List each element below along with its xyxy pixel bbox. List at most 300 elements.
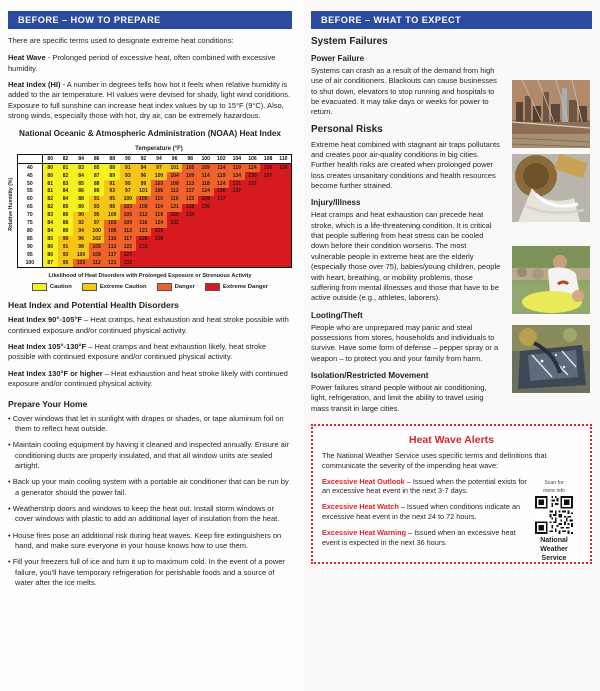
disorders-heading: Heat Index and Potential Health Disorders [8, 300, 179, 311]
heat-index-cell: 106 [151, 188, 167, 196]
heat-index-cell: 105 [182, 163, 198, 171]
heat-index-cell [214, 243, 230, 251]
heat-index-cell [245, 220, 261, 228]
legend-item [205, 283, 268, 291]
heat-index-cell: 103 [73, 259, 89, 267]
heat-index-cell: 93 [89, 204, 105, 212]
humidity-row-header: 45 [18, 172, 43, 180]
heat-index-cell: 130 [214, 188, 230, 196]
nws-line3: Service [541, 554, 567, 562]
heat-index-cell: 88 [104, 163, 120, 171]
heat-index-cell: 81 [42, 180, 58, 188]
heat-index-cell: 91 [58, 243, 74, 251]
man-helping-child-photo [512, 246, 590, 314]
heat-index-cell [229, 196, 245, 204]
heat-index-cell: 134 [182, 212, 198, 220]
heat-index-cell [214, 251, 230, 259]
disorder-label: Heat Index 130°F or higher [8, 368, 103, 378]
noaa-heat-index-chart [8, 129, 292, 291]
temperature-header-cell: 88 [104, 154, 120, 163]
temperature-header-cell: 106 [245, 154, 261, 163]
heat-index-cell: 108 [136, 204, 152, 212]
heat-index-cell: 80 [42, 172, 58, 180]
table-row [18, 212, 292, 220]
heat-index-cell: 119 [214, 172, 230, 180]
heat-index-cell: 81 [58, 163, 74, 171]
heat-index-cell: 108 [167, 180, 183, 188]
heat-index-cell [260, 251, 276, 259]
temperature-header-cell: 98 [182, 154, 198, 163]
alert-item [322, 477, 527, 497]
heat-index-cell: 89 [73, 204, 89, 212]
heat-index-cell: 98 [73, 243, 89, 251]
table-row [18, 180, 292, 188]
power-failure-body: Systems can crash as a result of the demand from high use of air conditioners. Blackouts can cause businesses to shut down, elevators to stop running and hospitals to be evacuated. It may take days or weeks for power to return. [311, 66, 497, 117]
heat-index-cell: 86 [42, 251, 58, 259]
heat-index-cell [198, 220, 214, 228]
alert-item [322, 502, 527, 522]
alert-term: Excessive Heat Outlook [322, 476, 405, 486]
heat-index-cell: 124 [151, 220, 167, 228]
term-text: - Prolonged period of excessive heat, often combined with excessive humidity. [8, 53, 276, 73]
heat-index-cell: 97 [120, 188, 136, 196]
heat-index-cell [151, 259, 167, 267]
heat-index-cell: 93 [58, 251, 74, 259]
heat-index-cell: 123 [182, 196, 198, 204]
heat-index-cell: 101 [167, 163, 183, 171]
heat-index-cell: 112 [136, 212, 152, 220]
heat-index-cell: 103 [104, 220, 120, 228]
heat-index-cell: 108 [89, 251, 105, 259]
heat-index-cell [182, 251, 198, 259]
heat-index-cell [276, 204, 292, 212]
table-row [18, 163, 292, 171]
heat-index-cell [245, 204, 261, 212]
heat-index-cell [260, 188, 276, 196]
heat-index-cell: 100 [120, 196, 136, 204]
heat-index-cell: 97 [151, 163, 167, 171]
heat-index-cell [167, 251, 183, 259]
heat-index-cell: 84 [73, 172, 89, 180]
heat-index-cell: 86 [42, 243, 58, 251]
heat-index-cell: 85 [73, 180, 89, 188]
humidity-row-header: 40 [18, 163, 43, 171]
temperature-header-cell: 108 [260, 154, 276, 163]
heat-index-cell: 135 [151, 236, 167, 244]
heat-index-cell: 100 [89, 228, 105, 236]
heat-index-cell: 100 [151, 172, 167, 180]
heat-index-cell [229, 220, 245, 228]
heat-index-cell: 113 [182, 180, 198, 188]
heat-index-cell [276, 196, 292, 204]
chart-legend-caption: Likelihood of Heat Disorders with Prolonged Exposure or Strenuous Activity [48, 273, 252, 280]
disorder-item [8, 342, 292, 363]
heat-index-cell: 90 [58, 236, 74, 244]
heat-index-cell: 87 [89, 172, 105, 180]
heat-index-cell [260, 196, 276, 204]
heat-index-cell: 101 [136, 188, 152, 196]
qr-block [526, 480, 582, 564]
heat-index-cell [167, 236, 183, 244]
heat-index-cell: 131 [229, 180, 245, 188]
heat-index-cell: 126 [136, 236, 152, 244]
heat-index-cell: 97 [89, 220, 105, 228]
heat-index-cell: 119 [229, 163, 245, 171]
heat-index-cell: 88 [89, 180, 105, 188]
heat-index-cell [276, 259, 292, 267]
heat-index-cell [198, 259, 214, 267]
heat-index-cell: 117 [120, 236, 136, 244]
heat-index-cell: 86 [73, 188, 89, 196]
heat-index-cell [214, 259, 230, 267]
left-section-header: BEFORE – HOW TO PREPARE [8, 11, 292, 29]
heat-index-cell [198, 212, 214, 220]
heat-index-cell: 103 [151, 180, 167, 188]
section-isolation [311, 371, 592, 414]
temperature-header-cell: 82 [58, 154, 74, 163]
heat-index-cell: 100 [73, 251, 89, 259]
chart-legend [8, 283, 292, 291]
heat-index-cell: 129 [151, 228, 167, 236]
heat-index-cell: 116 [136, 220, 152, 228]
isolation-body: Power failures strand people without air conditioning, light, refrigeration, and limit the ability to travel using mass transit in large cities. [311, 382, 487, 413]
heat-index-cell: 102 [89, 236, 105, 244]
heat-index-cell: 110 [104, 236, 120, 244]
heat-index-cell [260, 204, 276, 212]
alerts-intro: The National Weather Service uses specific terms and definitions that communicate the severity of the impending heat wave: [322, 450, 547, 470]
heat-index-cell: 91 [104, 180, 120, 188]
heat-index-cell: 89 [58, 228, 74, 236]
alert-term: Excessive Heat Warning [322, 528, 407, 537]
heat-index-cell [245, 251, 261, 259]
nws-line2: Weather [540, 546, 568, 554]
heat-index-cell [151, 243, 167, 251]
heat-index-cell: 84 [42, 228, 58, 236]
disorder-label: Heat Index 105°-130°F [8, 342, 87, 352]
heat-index-cell: 82 [58, 172, 74, 180]
humidity-row-header: 65 [18, 204, 43, 212]
disorder-text: – Heat exhaustion and heat stroke likely with continued exposure and/or continued physical activity. [8, 368, 288, 389]
heat-index-cell [214, 228, 230, 236]
heat-index-cell: 132 [120, 259, 136, 267]
temperature-header-cell: 96 [167, 154, 183, 163]
table-row [18, 204, 292, 212]
alert-text: – Issued when an excessive heat event is expected in the next 36 hours. [322, 528, 516, 547]
heat-index-cell: 93 [104, 188, 120, 196]
temperature-header-cell: 80 [42, 154, 58, 163]
heat-index-cell: 118 [198, 180, 214, 188]
heat-index-cell: 124 [229, 172, 245, 180]
temperature-header-cell: 110 [276, 154, 292, 163]
heat-index-cell: 117 [182, 188, 198, 196]
heat-index-cell [260, 243, 276, 251]
heat-index-cell [260, 220, 276, 228]
section-injury-illness [311, 198, 592, 303]
heat-index-cell: 93 [120, 172, 136, 180]
heat-index-table [17, 154, 292, 269]
heat-index-cell [260, 228, 276, 236]
heat-index-cell: 136 [276, 163, 292, 171]
heat-index-cell: 95 [58, 259, 74, 267]
table-corner-cell [18, 154, 43, 163]
nws-line1: National [540, 537, 568, 545]
heat-index-cell: 88 [73, 196, 89, 204]
temperature-header-cell: 92 [136, 154, 152, 163]
heat-index-cell: 121 [167, 204, 183, 212]
table-row [18, 251, 292, 259]
right-column [303, 0, 600, 691]
heat-index-cell [245, 188, 261, 196]
heat-index-cell: 83 [58, 180, 74, 188]
heat-index-cell: 117 [104, 251, 120, 259]
prepare-bullet: • Back up your main cooling system with a portable air conditioner that can be run by a generator should the power fail. [8, 477, 289, 497]
chart-x-axis-label: Temperature (°F) [135, 145, 183, 152]
heat-index-cell [245, 236, 261, 244]
heat-index-cell: 106 [104, 228, 120, 236]
heat-index-cell [214, 212, 230, 220]
heat-index-cell: 112 [89, 259, 105, 267]
heat-index-cell: 122 [120, 243, 136, 251]
heat-index-cell: 114 [198, 172, 214, 180]
right-section-header: BEFORE – WHAT TO EXPECT [311, 11, 592, 29]
term-text: - A number in degrees tells how hot it feels when relative humidity is added to the air temperature. HI values were devised for shady, light wind conditions. Exposure to full sunshine can increase heat index values by up to 15°F (9°C). Also, strong winds, especially those with hot, dry air, can be extremely hazardous. [8, 80, 291, 121]
heat-index-cell: 113 [120, 228, 136, 236]
alerts-title: Heat Wave Alerts [408, 433, 494, 446]
term-item [8, 80, 292, 121]
heat-index-cell [198, 228, 214, 236]
heat-index-cell: 119 [151, 212, 167, 220]
disorder-item [8, 315, 292, 336]
heat-index-cell: 87 [42, 259, 58, 267]
heat-index-cell [214, 220, 230, 228]
heat-index-cell: 85 [89, 163, 105, 171]
heat-index-cell: 126 [167, 212, 183, 220]
heat-index-cell: 83 [42, 212, 58, 220]
heat-index-cell: 85 [58, 204, 74, 212]
table-header-row [18, 154, 292, 163]
heat-index-cell: 95 [89, 212, 105, 220]
disorder-label: Heat Index 90°-105°F [8, 315, 82, 325]
heat-index-cell [276, 251, 292, 259]
section-system-failures [311, 36, 592, 118]
prepare-bullet: • Weatherstrip doors and windows to keep the heat out. Install storm windows or cover windows with plastic to add an additional layer of insulation from the heat. [8, 503, 280, 524]
heat-index-cell: 95 [104, 196, 120, 204]
looting-theft-body: People who are unprepared may panic and steal possessions from stores, households and individuals to survive. Have some form of defense – pepper spray or a weapon – to protect you and your family from harm. [311, 322, 499, 363]
heat-index-cell: 137 [214, 196, 230, 204]
heat-index-cell: 95 [120, 180, 136, 188]
heat-index-cell: 114 [214, 163, 230, 171]
humidity-row-header: 85 [18, 236, 43, 244]
alert-term: Excessive Heat Watch [322, 502, 399, 512]
heat-index-cell [276, 236, 292, 244]
heat-index-cell [229, 251, 245, 259]
alert-text: – Issued when conditions indicate an excessive heat event in the next 24 to 72 hours. [322, 502, 521, 522]
heat-index-cell: 98 [104, 204, 120, 212]
legend-item [32, 283, 72, 291]
heat-index-cell: 121 [136, 228, 152, 236]
humidity-row-header: 70 [18, 212, 43, 220]
power-failure-heading: Power Failure [311, 54, 365, 63]
heat-index-cell: 121 [104, 259, 120, 267]
heat-index-cell [214, 204, 230, 212]
humidity-row-header: 75 [18, 220, 43, 228]
temperature-header-cell: 90 [120, 154, 136, 163]
looting-theft-heading: Looting/Theft [311, 310, 363, 320]
temperature-header-cell: 86 [89, 154, 105, 163]
injury-illness-heading: Injury/Illness [311, 198, 361, 208]
legend-label: Danger [174, 284, 195, 291]
heat-index-cell: 96 [136, 172, 152, 180]
legend-swatch [32, 283, 47, 291]
heat-index-cell [276, 243, 292, 251]
heat-index-cell: 91 [89, 196, 105, 204]
humidity-row-header: 55 [18, 188, 43, 196]
heat-index-cell: 83 [73, 163, 89, 171]
prepare-bullet: • Cover windows that let in sunlight with drapes or shades, or tape aluminum foil on them to reflect heat outside. [8, 413, 284, 433]
heat-index-cell: 137 [260, 172, 276, 180]
heat-index-cell [245, 196, 261, 204]
temperature-header-cell: 84 [73, 154, 89, 163]
heat-index-cell: 80 [42, 163, 58, 171]
heat-index-cell: 82 [42, 204, 58, 212]
prepare-bullet: • Fill your freezers full of ice and turn it up to maximum cold. In the event of a power failure, you'll have temporary refrigeration for perishable foods and a source of water after the ice melts. [8, 557, 285, 587]
isolation-heading: Isolation/Restricted Movement [311, 370, 429, 380]
heat-index-cell [260, 180, 276, 188]
humidity-row-header: 60 [18, 196, 43, 204]
heat-index-cell: 132 [167, 220, 183, 228]
heat-index-cell: 137 [229, 188, 245, 196]
heat-index-cell: 104 [167, 172, 183, 180]
heat-index-cell [245, 243, 261, 251]
heat-index-cell [260, 212, 276, 220]
heat-index-cell [276, 188, 292, 196]
humidity-row-header: 90 [18, 243, 43, 251]
heat-index-cell: 127 [120, 251, 136, 259]
heat-index-cell [198, 251, 214, 259]
heat-index-cell: 81 [42, 188, 58, 196]
heat-index-cell [229, 228, 245, 236]
heat-index-cell: 137 [245, 180, 261, 188]
heat-index-cell [276, 228, 292, 236]
heat-index-cell [167, 243, 183, 251]
legend-item [157, 283, 195, 291]
heat-index-cell [182, 236, 198, 244]
section-personal-risks [311, 124, 592, 192]
term-label: Heat Wave [8, 53, 46, 63]
heat-index-cell: 100 [104, 212, 120, 220]
heat-index-cell: 128 [182, 204, 198, 212]
legend-swatch [82, 283, 97, 291]
heat-index-cell [136, 251, 152, 259]
heat-index-cell [276, 212, 292, 220]
table-row [18, 243, 292, 251]
heat-index-cell: 88 [58, 220, 74, 228]
heat-index-cell [198, 243, 214, 251]
legend-item [82, 283, 147, 291]
term-label: Heat Index (HI) [8, 80, 61, 90]
heat-index-cell [245, 212, 261, 220]
heat-index-cell: 89 [104, 172, 120, 180]
heat-index-cell: 84 [58, 196, 74, 204]
alert-text: – Issued when the potential exists for an excessive heat event in the next 3-7 days. [322, 476, 527, 496]
heat-wave-alerts-box [311, 424, 592, 564]
qr-caption-line2: more info [543, 488, 565, 495]
heat-index-cell: 86 [58, 212, 74, 220]
humidity-row-header: 100 [18, 259, 43, 267]
humidity-row-header: 50 [18, 180, 43, 188]
heat-index-cell [167, 259, 183, 267]
heat-index-cell [214, 236, 230, 244]
disorder-item [8, 369, 292, 390]
heat-index-cell: 94 [136, 163, 152, 171]
chart-title: National Oceanic & Atmospheric Administration (NOAA) Heat Index [19, 129, 281, 139]
prepare-bullet: • House fires pose an additional risk during heat waves. Keep fire extinguishers on hand, and make sure everyone in your house knows how to use them. [8, 530, 282, 550]
heat-index-cell: 124 [245, 163, 261, 171]
heat-index-cell: 105 [120, 212, 136, 220]
heat-index-cell: 124 [198, 188, 214, 196]
temperature-header-cell: 100 [198, 154, 214, 163]
heat-index-cell: 124 [214, 180, 230, 188]
heat-index-cell: 109 [120, 220, 136, 228]
personal-risks-heading: Personal Risks [311, 123, 383, 135]
heat-index-cell [276, 220, 292, 228]
prepare-home-heading: Prepare Your Home [8, 398, 88, 409]
heat-index-cell [182, 220, 198, 228]
qr-code-icon[interactable] [535, 496, 573, 534]
heat-index-cell [151, 251, 167, 259]
disorder-text: – Heat cramps, heat exhaustion and heat stroke possible with continued exposure and/or continued physical activity. [8, 315, 289, 335]
left-intro-text: There are specific terms used to designate extreme heat conditions: [8, 36, 234, 45]
heat-index-cell: 91 [120, 163, 136, 171]
heat-index-cell: 96 [73, 236, 89, 244]
table-row [18, 172, 292, 180]
table-row [18, 196, 292, 204]
legend-swatch [205, 283, 220, 291]
legend-swatch [157, 283, 172, 291]
humidity-row-header: 95 [18, 251, 43, 259]
heat-index-cell: 129 [198, 196, 214, 204]
heat-index-cell: 94 [73, 228, 89, 236]
heat-index-cell [229, 212, 245, 220]
legend-label: Extreme Caution [99, 284, 147, 291]
injury-illness-body: Heat cramps and heat exhaustion can precede heat stroke, which is a life-threatening condition. It is critical that people suffering from heat stress can be cooled down before their condition worsens. The most vulnerable people in extreme heat are the elderly (especially those over 75), babies/young children, people with heart, breathing, or mobility problems, those suffering from mental illnesses and those that have to be active outside (e.g., athletes, laborers). [311, 210, 501, 303]
prepare-bullet: • Maintain cooling equipment by having it cleaned and inspected annually. Ensure air conditioning ducts are properly insulated, and that all window units are sealed airtight. [8, 440, 289, 470]
heat-index-cell: 89 [89, 188, 105, 196]
heat-index-cell: 131 [136, 243, 152, 251]
temperature-header-cell: 102 [214, 154, 230, 163]
temperature-header-cell: 104 [229, 154, 245, 163]
heat-index-cell: 130 [245, 172, 261, 180]
heat-index-cell: 105 [89, 243, 105, 251]
heat-index-cell: 105 [136, 196, 152, 204]
term-item [8, 53, 292, 74]
heat-index-cell [136, 259, 152, 267]
heat-index-cell: 112 [167, 188, 183, 196]
chart-y-axis-label: Relative Humidity (%) [8, 177, 14, 231]
disorder-text: – Heat cramps and heat exhaustion likely, heat stroke possible with continued exposure and/or continued physical activity. [8, 342, 267, 362]
heat-index-cell [229, 236, 245, 244]
heat-index-cell [167, 228, 183, 236]
heat-index-cell: 84 [42, 220, 58, 228]
heat-index-cell: 85 [42, 236, 58, 244]
heat-index-cell: 90 [73, 212, 89, 220]
heat-index-cell [260, 259, 276, 267]
table-row [18, 188, 292, 196]
heat-index-cell: 109 [182, 172, 198, 180]
heat-index-cell [229, 204, 245, 212]
temperature-header-cell: 94 [151, 154, 167, 163]
heat-index-cell: 99 [136, 180, 152, 188]
